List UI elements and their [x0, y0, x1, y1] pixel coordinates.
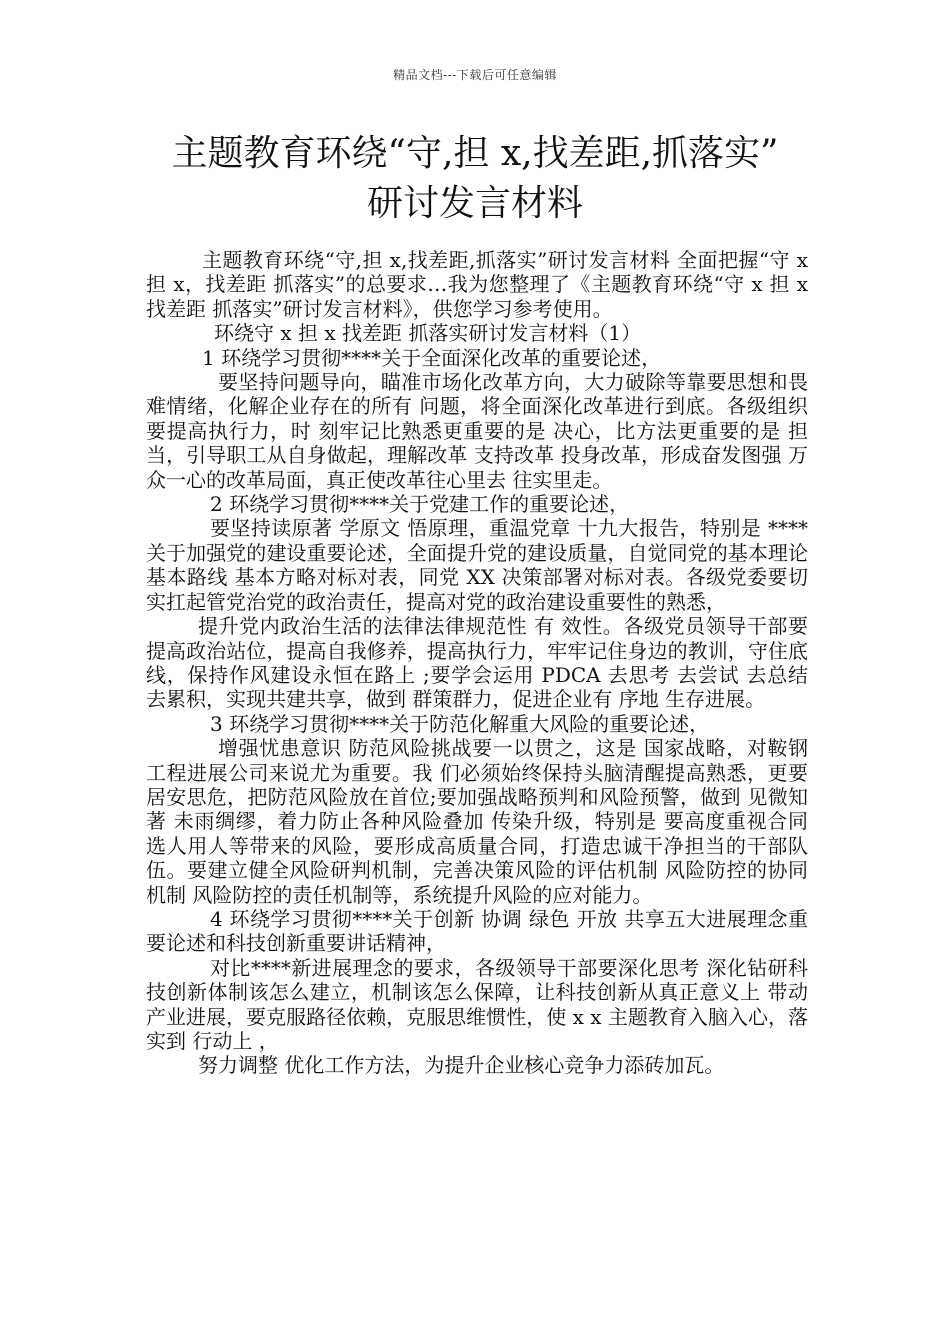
paragraph-intro: 主题教育环绕“守,担 x,找差距,抓落实”研讨发言材料 全面把握“守 x 担 x，找差距 抓落实”的总要求…我为您整理了《主题教育环绕“守 x 担 x 找差距 抓落实”研讨发言材料》，供您学习参考使用。	[146, 248, 808, 321]
subheading-4: 4 环绕学习贯彻****关于创新 协调 绿色 开放 共享五大进展理念重要论述和科技创新重要讲话精神，	[146, 906, 808, 956]
document-body	[146, 248, 808, 1078]
subheading-3: 3 环绕学习贯彻****关于防范化解重大风险的重要论述，	[210, 711, 710, 736]
paragraph-5: 对比****新进展理念的要求，各级领导干部要深化思考 深化钻研科技创新体制该怎么建立，机制该怎么保障，让科技创新从真正意义上 带动产业进展，要克服路径依赖，克服思维惯性，使 x x 主题教育入脑入心，落实到 行动上 ，	[146, 955, 808, 1053]
paragraph-1: 要坚持问题导向，瞄准市场化改革方向，大力破除等靠要思想和畏难情绪，化解企业存在的所有 问题，将全面深化改革进行到底。各级组织要提高执行力，时 刻牢记比熟悉更重要的是 决心，比方法更重要的是 担当，引导职工从自身做起，理解改革 支持改革 投身改革，形成奋发图强 万众一心的改革局面，真正使改革往心里去 往实里走。	[146, 370, 808, 492]
section-heading: 环绕守 x 担 x 找差距 抓落实研讨发言材料（1）	[214, 321, 642, 346]
paragraph-2: 要坚持读原著 学原文 悟原理，重温党章 十九大报告，特别是 ****关于加强党的建设重要论述，全面提升党的建设质量，自觉同党的基本理论 基本路线 基本方略对标对表，同党 XX 决策部署对标对表。各级党委要切实扛起管党治党的政治责任，提高对党的政治建设重要性的熟悉，	[146, 516, 808, 614]
paragraph-3: 提升党内政治生活的法律法律规范性 有 效性。各级党员领导干部要提高政治站位，提高自我修养，提高执行力，牢牢记住身边的教训，守住底线，保持作风建设永恒在路上 ;要学会运用 PDCA 去思考 去尝试 去总结 去累积，实现共建共享，做到 群策群力，促进企业有 序地 生存进展。	[146, 614, 808, 712]
page-title-line-2: 研讨发言材料	[366, 183, 583, 224]
paragraph-6: 努力调整 优化工作方法，为提升企业核心竞争力添砖加瓦。	[198, 1053, 725, 1078]
paragraph-4: 增强忧患意识 防范风险挑战要一以贯之，这是 国家战略，对鞍钢工程进展公司来说尤为重要。我 们必须始终保持头脑清醒提高熟悉，更要居安思危，把防范风险放在首位;要加强战略预判和风险预警，做到 见微知著 未雨绸缪，着力防止各种风险叠加 传染升级，特别是 要高度重视合同 选人用人等带来的风险，要形成高质量合同，打造忠诚干净担当的干部队伍。要建立健全风险研判机制，完善决策风险的评估机制 风险防控的协同机制 风险防控的责任机制等，系统提升风险的应对能力。	[146, 736, 808, 907]
subheading-2: 2 环绕学习贯彻****关于党建工作的重要论述，	[210, 492, 630, 517]
subheading-1: 1 环绕学习贯彻****关于全面深化改革的重要论述，	[202, 345, 662, 370]
header-note: 精品文档---下载后可任意编辑	[393, 68, 557, 82]
page-title-line-1: 主题教育环绕“守,担 x,找差距,抓落实”	[171, 133, 779, 174]
